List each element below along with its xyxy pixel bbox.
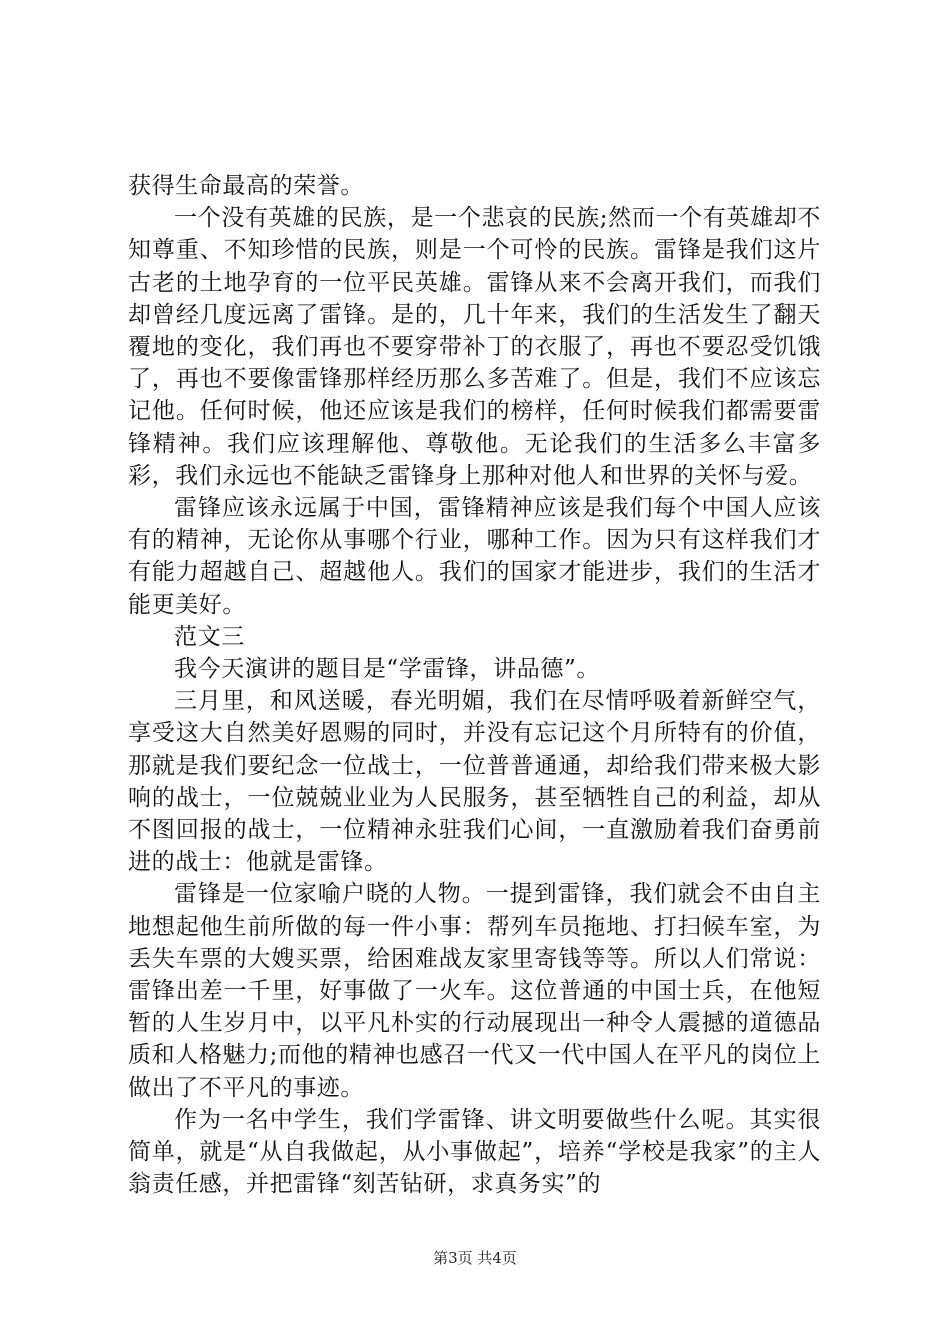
document-body (128, 170, 821, 1201)
paragraph-household-name: 雷锋是一位家喻户晓的人物。一提到雷锋，我们就会不由自主地想起他生前所做的每一件小事：帮列车员拖地、打扫候车室，为丢失车票的大嫂买票，给困难战友家里寄钱等等。所以人们常说：雷锋出差一千里，好事做了一火车。这位普通的中国士兵，在他短暂的人生岁月中，以平凡朴实的行动展现出一种令人震撼的道德品质和人格魅力;而他的精神也感召一代又一代中国人在平凡的岗位上做出了不平凡的事迹。 (128, 881, 821, 1101)
paragraph-speech-title: 我今天演讲的题目是“学雷锋，讲品德”。 (174, 656, 600, 683)
paragraph-march: 三月里，和风送暖，春光明媚，我们在尽情呼吸着新鲜空气，享受这大自然美好恩赐的同时，并没有忘记这个月所特有的价值，那就是我们要纪念一位战士，一位普普通通，却给我们带来极大影响的战士，一位兢兢业业为人民服务，甚至牺牲自己的利益，却从不图回报的战士，一位精神永驻我们心间，一直激励着我们奋勇前进的战士：他就是雷锋。 (128, 688, 821, 876)
page-number: 第3页 共4页 (433, 1249, 517, 1267)
section-heading-sample-three: 范文三 (174, 623, 245, 650)
paragraph-middle-school-student: 作为一名中学生，我们学雷锋、讲文明要做些什么呢。其实很简单，就是“从自我做起，从小事做起”，培养“学校是我家”的主人翁责任感，并把雷锋“刻苦钻研，求真务实”的 (128, 1106, 821, 1198)
page-footer (0, 1247, 950, 1268)
paragraph-leifeng-china: 雷锋应该永远属于中国，雷锋精神应该是我们每个中国人应该有的精神，无论你从事哪个行业，哪种工作。因为只有这样我们才有能力超越自己、超越他人。我们的国家才能进步，我们的生活才能更美好。 (128, 495, 821, 618)
paragraph-continuation: 获得生命最高的荣誉。 (128, 173, 364, 199)
paragraph-hero-nation: 一个没有英雄的民族，是一个悲哀的民族;然而一个有英雄却不知尊重、不知珍惜的民族，则是一个可怜的民族。雷锋是我们这片古老的土地孕育的一位平民英雄。雷锋从来不会离开我们，而我们却曾经几度远离了雷锋。是的，几十年来，我们的生活发生了翻天覆地的变化，我们再也不要穿带补丁的衣服了，再也不要忍受饥饿了，再也不要像雷锋那样经历那么多苦难了。但是，我们不应该忘记他。任何时候，他还应该是我们的榜样，任何时候我们都需要雷锋精神。我们应该理解他、尊敬他。无论我们的生活多么丰富多彩，我们永远也不能缺乏雷锋身上那种对他人和世界的关怀与爱。 (128, 205, 821, 489)
